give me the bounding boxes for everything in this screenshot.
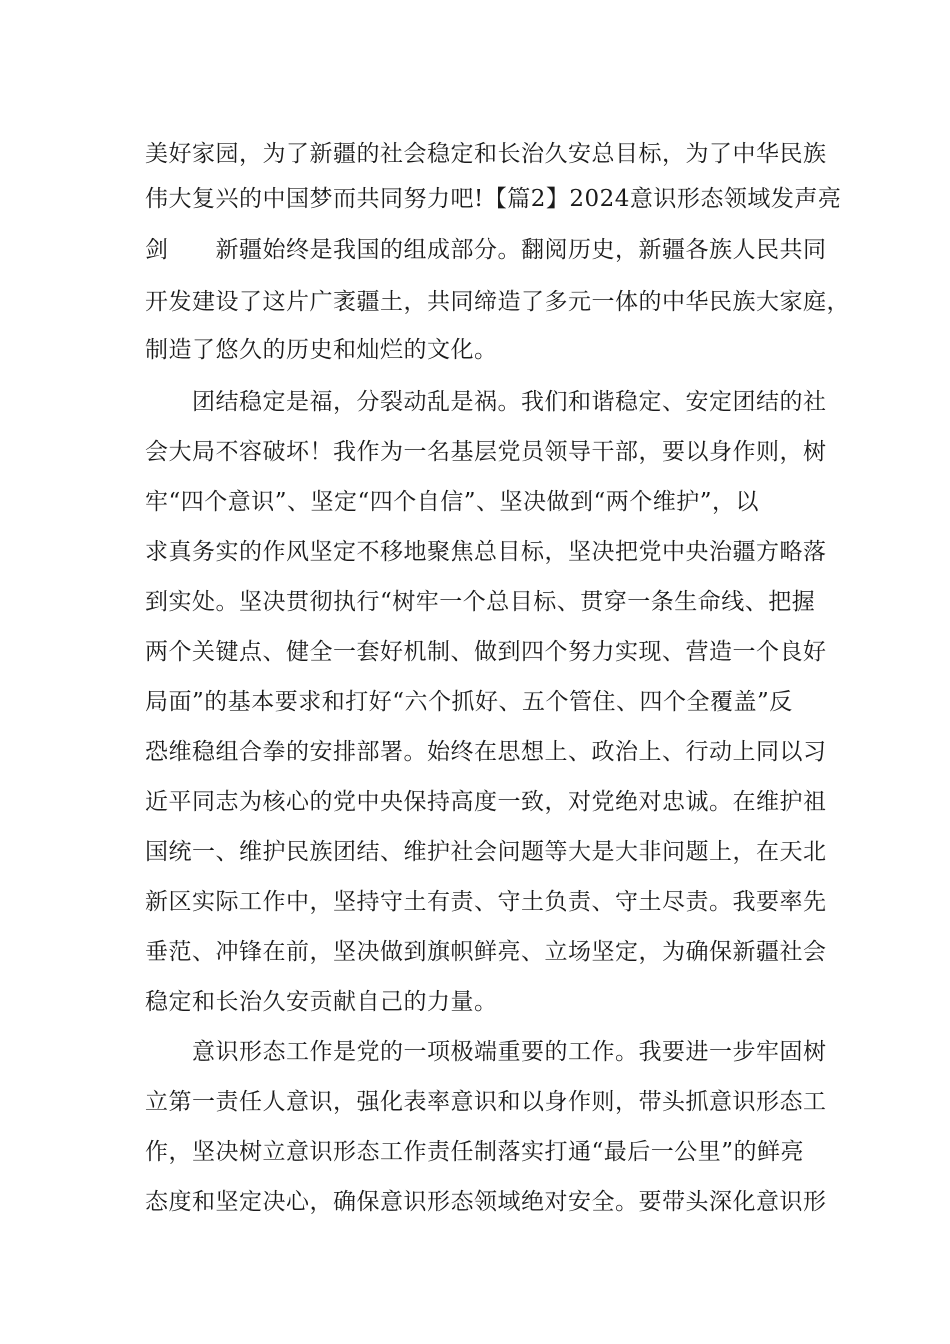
text-line: 局面”的基本要求和打好“六个抓好、五个管住、四个全覆盖”反 [145,689,793,715]
text-line: 开发建设了这片广袤疆土，共同缔造了多元一体的中华民族大家庭， [145,289,850,315]
text-line: 国统一、维护民族团结、维护社会问题等大是大非问题上，在天北 [145,839,827,865]
text-line: 态度和坚定决心，确保意识形态领域绝对安全。要带头深化意识形 [145,1189,827,1215]
text-line: 会大局不容破坏！我作为一名基层党员领导干部，要以身作则，树 [145,439,827,465]
text-line: 近平同志为核心的党中央保持高度一致，对党绝对忠诚。在维护祖 [145,789,827,815]
paragraph-first-line: 意识形态工作是党的一项极端重要的工作。我要进一步牢固树 [192,1039,827,1065]
text-line: 两个关键点、健全一套好机制、做到四个努力实现、营造一个良好 [145,639,827,665]
text-line: 新区实际工作中，坚持守土有责、守土负责、守土尽责。我要率先 [145,889,827,915]
text-line: 恐维稳组合拳的安排部署。始终在思想上、政治上、行动上同以习 [145,739,827,765]
text-line: 垂范、冲锋在前，坚决做到旗帜鲜亮、立场坚定，为确保新疆社会 [145,939,827,965]
text-line: 剑 新疆始终是我国的组成部分。翻阅历史，新疆各族人民共同 [145,237,827,263]
text-line: 到实处。坚决贯彻执行“树牢一个总目标、贯穿一条生命线、把握 [145,589,816,615]
paragraph-first-line: 团结稳定是福，分裂动乱是祸。我们和谐稳定、安定团结的社 [192,389,827,415]
text-line: 牢“四个意识”、坚定“四个自信”、坚决做到“两个维护”，以 [145,489,760,515]
text-line: 伟大复兴的中国梦而共同努力吧!【篇2】2024意识形态领域发声亮 [145,186,842,212]
text-line: 稳定和长治久安贡献自己的力量。 [145,989,498,1015]
text-line: 制造了悠久的历史和灿烂的文化。 [145,337,498,363]
text-line: 求真务实的作风坚定不移地聚焦总目标，坚决把党中央治疆方略落 [145,539,827,565]
text-line: 作，坚决树立意识形态工作责任制落实打通“最后一公里”的鲜亮 [145,1139,805,1165]
text-line: 美好家园，为了新疆的社会稳定和长治久安总目标，为了中华民族 [145,141,827,167]
text-line: 立第一责任人意识，强化表率意识和以身作则，带头抓意识形态工 [145,1089,827,1115]
